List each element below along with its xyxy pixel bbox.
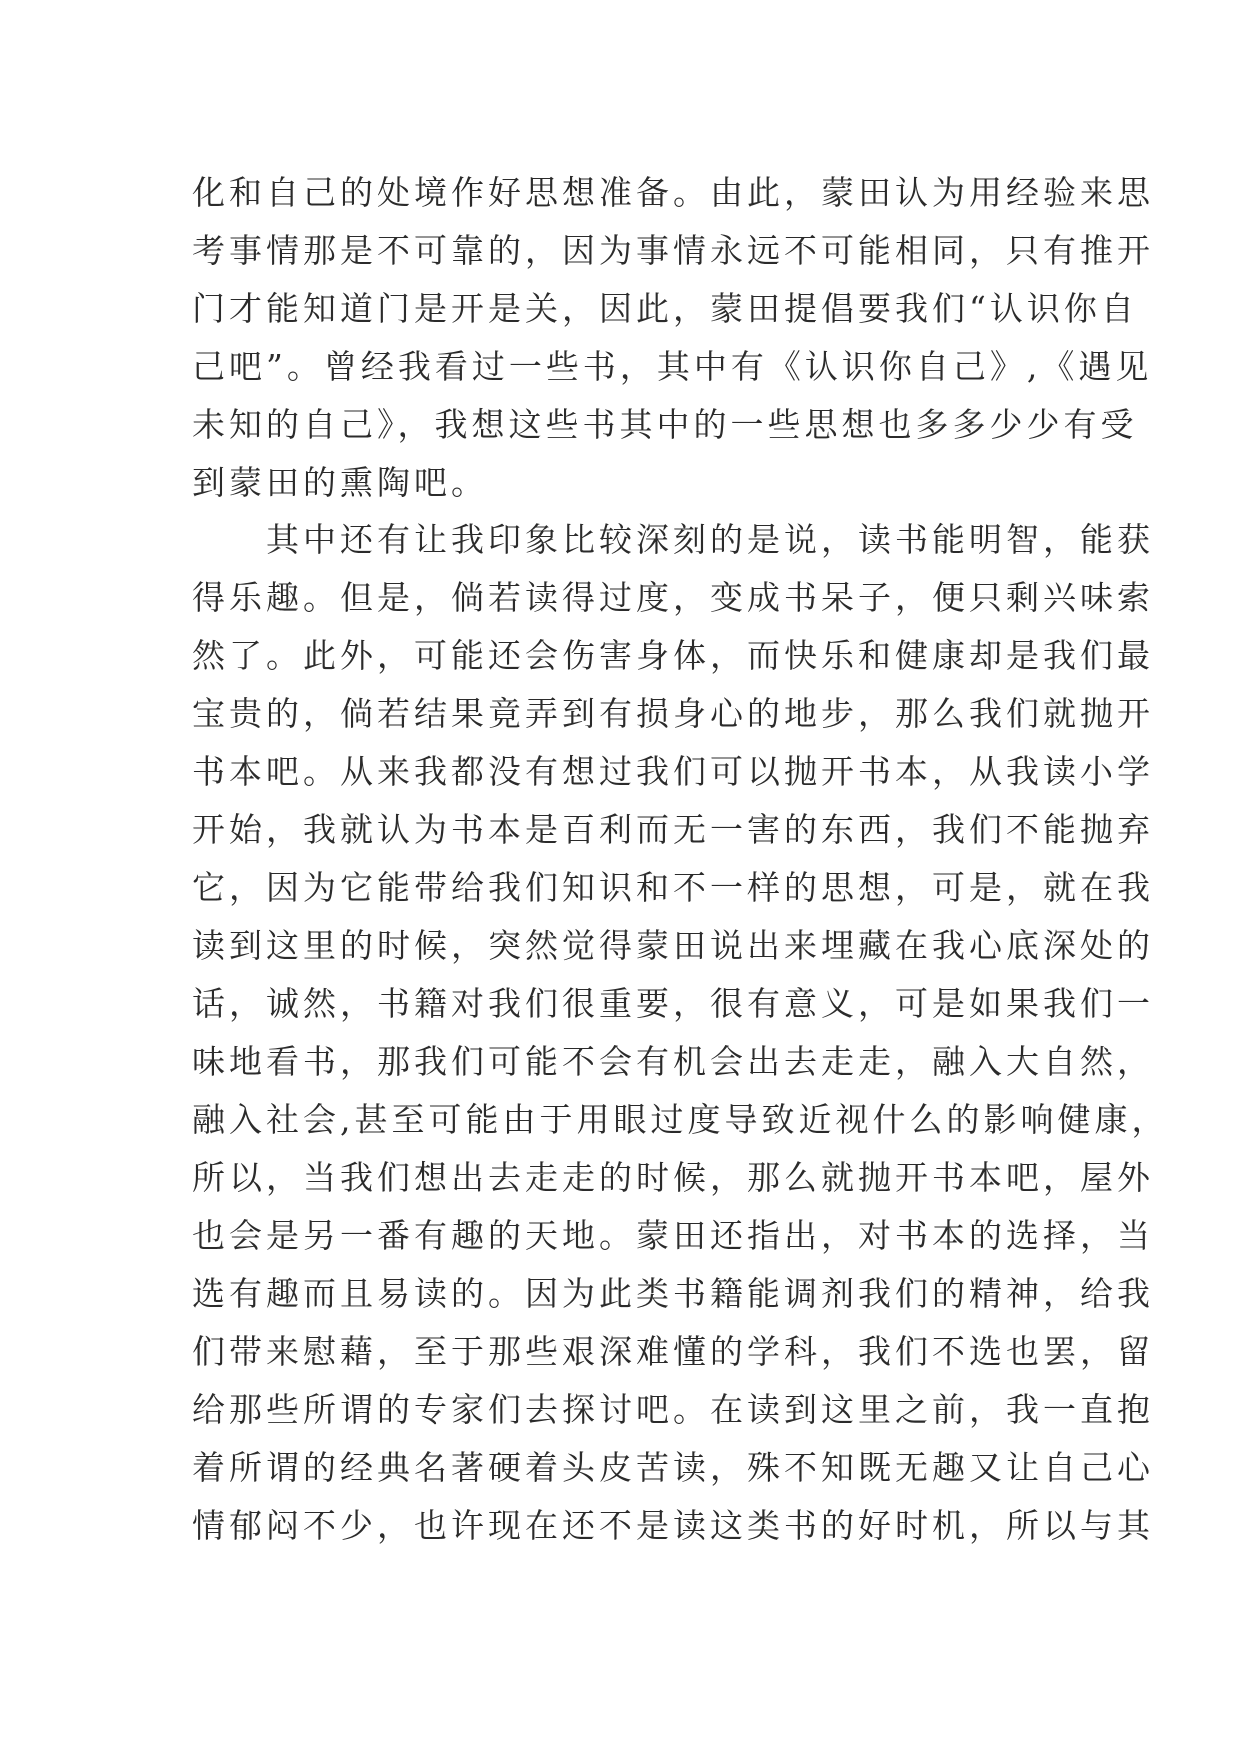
text-line: 未知的自己》，我想这些书其中的一些思想也多多少少有受 [192, 405, 1138, 444]
text-line: 所以，当我们想出去走走的时候，那么就抛开书本吧，屋外 [192, 1158, 1154, 1197]
text-line: 己吧”。曾经我看过一些书，其中有《认识你自己》,《遇见 [192, 347, 1153, 386]
text-line: 话，诚然，书籍对我们很重要，很有意义，可是如果我们一 [192, 984, 1154, 1023]
text-line: 其中还有让我印象比较深刻的是说，读书能明智，能获 [192, 520, 1154, 559]
text-line: 读到这里的时候，突然觉得蒙田说出来埋藏在我心底深处的 [192, 926, 1154, 965]
text-line: 着所谓的经典名著硬着头皮苦读，殊不知既无趣又让自己心 [192, 1448, 1154, 1487]
text-line: 开始，我就认为书本是百利而无一害的东西，我们不能抛弃 [192, 810, 1154, 849]
text-line: 也会是另一番有趣的天地。蒙田还指出，对书本的选择，当 [192, 1216, 1154, 1255]
text-line: 宝贵的，倘若结果竟弄到有损身心的地步，那么我们就抛开 [192, 694, 1154, 733]
text-line: 得乐趣。但是，倘若读得过度，变成书呆子，便只剩兴味索 [192, 578, 1154, 617]
text-line: 然了。此外，可能还会伤害身体，而快乐和健康却是我们最 [192, 636, 1154, 675]
text-line: 们带来慰藉，至于那些艰深难懂的学科，我们不选也罢，留 [192, 1332, 1154, 1371]
text-line: 情郁闷不少，也许现在还不是读这类书的好时机，所以与其 [192, 1506, 1154, 1545]
text-line: 给那些所谓的专家们去探讨吧。在读到这里之前，我一直抱 [192, 1390, 1154, 1429]
text-line: 考事情那是不可靠的，因为事情永远不可能相同，只有推开 [192, 231, 1154, 270]
text-line: 选有趣而且易读的。因为此类书籍能调剂我们的精神，给我 [192, 1274, 1154, 1313]
text-line: 书本吧。从来我都没有想过我们可以抛开书本，从我读小学 [192, 752, 1154, 791]
text-line: 门才能知道门是开是关，因此，蒙田提倡要我们“认识你自 [192, 289, 1138, 328]
text-line: 融入社会,甚至可能由于用眼过度导致近视什么的影响健康， [192, 1100, 1169, 1139]
paragraph-continuation [192, 164, 1154, 512]
text-line: 味地看书，那我们可能不会有机会出去走走，融入大自然， [192, 1042, 1154, 1081]
paragraph-body [192, 511, 1169, 1555]
text-line: 化和自己的处境作好思想准备。由此，蒙田认为用经验来思 [192, 173, 1154, 212]
text-line: 它，因为它能带给我们知识和不一样的思想，可是，就在我 [192, 868, 1154, 907]
text-line: 到蒙田的熏陶吧。 [192, 463, 488, 502]
